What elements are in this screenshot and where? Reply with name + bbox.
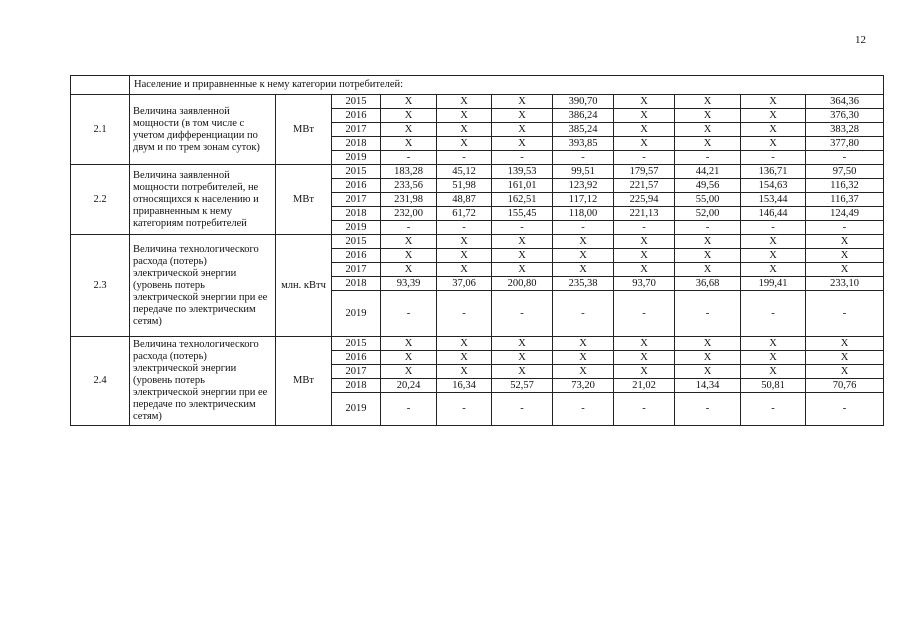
year-cell: 2015	[332, 235, 381, 249]
value-cell: 123,92	[553, 179, 614, 193]
value-cell: X	[492, 365, 553, 379]
value-cell: 44,21	[675, 165, 741, 179]
value-cell: X	[437, 123, 492, 137]
year-cell: 2018	[332, 379, 381, 393]
value-cell: -	[614, 151, 675, 165]
value-cell: -	[437, 221, 492, 235]
value-cell: -	[553, 221, 614, 235]
value-cell: -	[492, 221, 553, 235]
year-cell: 2019	[332, 151, 381, 165]
value-cell: 116,32	[806, 179, 884, 193]
value-cell: 52,57	[492, 379, 553, 393]
value-cell: -	[806, 291, 884, 337]
value-cell: 16,34	[437, 379, 492, 393]
value-cell: 161,01	[492, 179, 553, 193]
value-cell: 364,36	[806, 95, 884, 109]
data-table	[70, 75, 884, 426]
value-cell: 50,81	[741, 379, 806, 393]
value-cell: X	[553, 249, 614, 263]
value-cell: 233,56	[381, 179, 437, 193]
year-cell: 2017	[332, 193, 381, 207]
value-cell: X	[675, 337, 741, 351]
value-cell: X	[675, 249, 741, 263]
year-cell: 2017	[332, 123, 381, 137]
value-cell: X	[437, 263, 492, 277]
value-cell: X	[553, 337, 614, 351]
value-cell: X	[381, 123, 437, 137]
value-cell: -	[614, 221, 675, 235]
value-cell: X	[614, 235, 675, 249]
value-cell: X	[614, 123, 675, 137]
value-cell: 225,94	[614, 193, 675, 207]
year-cell: 2018	[332, 137, 381, 151]
value-cell: X	[381, 351, 437, 365]
year-cell: 2016	[332, 109, 381, 123]
section-header: Население и приравненные к нему категории потребителей:	[130, 76, 884, 95]
header-blank-cell	[71, 76, 130, 95]
row-number: 2.2	[71, 165, 130, 235]
value-cell: X	[492, 137, 553, 151]
value-cell: X	[741, 109, 806, 123]
value-cell: X	[741, 137, 806, 151]
value-cell: 21,02	[614, 379, 675, 393]
value-cell: 73,20	[553, 379, 614, 393]
value-cell: X	[614, 351, 675, 365]
value-cell: 48,87	[437, 193, 492, 207]
value-cell: X	[741, 351, 806, 365]
value-cell: -	[381, 221, 437, 235]
value-cell: X	[741, 123, 806, 137]
value-cell: X	[437, 337, 492, 351]
value-cell: X	[675, 235, 741, 249]
value-cell: X	[381, 235, 437, 249]
value-cell: -	[553, 291, 614, 337]
value-cell: 36,68	[675, 277, 741, 291]
value-cell: X	[614, 263, 675, 277]
year-cell: 2017	[332, 365, 381, 379]
value-cell: X	[675, 263, 741, 277]
value-cell: X	[806, 351, 884, 365]
year-cell: 2015	[332, 165, 381, 179]
value-cell: X	[806, 337, 884, 351]
value-cell: -	[437, 291, 492, 337]
row-number: 2.1	[71, 95, 130, 165]
value-cell: 376,30	[806, 109, 884, 123]
value-cell: -	[741, 151, 806, 165]
value-cell: X	[437, 365, 492, 379]
value-cell: X	[553, 351, 614, 365]
value-cell: X	[741, 249, 806, 263]
year-cell: 2019	[332, 291, 381, 337]
value-cell: 136,71	[741, 165, 806, 179]
value-cell: -	[806, 151, 884, 165]
value-cell: X	[553, 235, 614, 249]
value-cell: 139,53	[492, 165, 553, 179]
value-cell: -	[381, 393, 437, 426]
value-cell: 235,38	[553, 277, 614, 291]
value-cell: 117,12	[553, 193, 614, 207]
value-cell: 377,80	[806, 137, 884, 151]
year-cell: 2016	[332, 179, 381, 193]
value-cell: 51,98	[437, 179, 492, 193]
value-cell: 14,34	[675, 379, 741, 393]
value-cell: X	[614, 249, 675, 263]
value-cell: X	[614, 95, 675, 109]
value-cell: 93,70	[614, 277, 675, 291]
year-cell: 2016	[332, 351, 381, 365]
value-cell: 45,12	[437, 165, 492, 179]
year-cell: 2018	[332, 277, 381, 291]
value-cell: 118,00	[553, 207, 614, 221]
value-cell: X	[741, 235, 806, 249]
value-cell: 199,41	[741, 277, 806, 291]
value-cell: 385,24	[553, 123, 614, 137]
value-cell: 154,63	[741, 179, 806, 193]
value-cell: X	[741, 95, 806, 109]
value-cell: -	[675, 221, 741, 235]
value-cell: X	[806, 365, 884, 379]
value-cell: 183,28	[381, 165, 437, 179]
value-cell: 383,28	[806, 123, 884, 137]
value-cell: X	[492, 235, 553, 249]
row-number: 2.3	[71, 235, 130, 337]
value-cell: 55,00	[675, 193, 741, 207]
value-cell: -	[675, 291, 741, 337]
value-cell: X	[437, 249, 492, 263]
value-cell: 124,49	[806, 207, 884, 221]
value-cell: X	[614, 337, 675, 351]
value-cell: X	[806, 263, 884, 277]
value-cell: -	[741, 393, 806, 426]
value-cell: -	[741, 291, 806, 337]
value-cell: 221,57	[614, 179, 675, 193]
year-cell: 2017	[332, 263, 381, 277]
table-row	[71, 337, 884, 351]
value-cell: X	[675, 95, 741, 109]
row-unit: МВт	[276, 95, 332, 165]
value-cell: 52,00	[675, 207, 741, 221]
value-cell: 49,56	[675, 179, 741, 193]
value-cell: -	[381, 291, 437, 337]
table-row	[71, 165, 884, 179]
value-cell: -	[806, 221, 884, 235]
value-cell: X	[675, 109, 741, 123]
value-cell: 146,44	[741, 207, 806, 221]
value-cell: 155,45	[492, 207, 553, 221]
value-cell: X	[492, 351, 553, 365]
value-cell: X	[553, 365, 614, 379]
value-cell: X	[614, 365, 675, 379]
value-cell: X	[741, 263, 806, 277]
value-cell: 153,44	[741, 193, 806, 207]
value-cell: 231,98	[381, 193, 437, 207]
value-cell: 162,51	[492, 193, 553, 207]
value-cell: -	[741, 221, 806, 235]
value-cell: X	[437, 137, 492, 151]
value-cell: X	[675, 351, 741, 365]
value-cell: X	[806, 249, 884, 263]
value-cell: X	[614, 109, 675, 123]
row-number: 2.4	[71, 337, 130, 426]
row-description: Величина заявленной мощности потребителей, не относящихся к населению и приравненным к нему категориям потребителей	[130, 165, 276, 235]
value-cell: 232,00	[381, 207, 437, 221]
row-unit: МВт	[276, 165, 332, 235]
row-description: Величина технологического расхода (потерь) электрической энергии (уровень потерь электрической энергии при ее передаче по электрическим сетям)	[130, 235, 276, 337]
value-cell: -	[381, 151, 437, 165]
value-cell: 386,24	[553, 109, 614, 123]
year-cell: 2018	[332, 207, 381, 221]
value-cell: X	[381, 109, 437, 123]
row-unit: млн. кВтч	[276, 235, 332, 337]
year-cell: 2019	[332, 221, 381, 235]
value-cell: X	[553, 263, 614, 277]
value-cell: -	[675, 151, 741, 165]
value-cell: X	[437, 351, 492, 365]
year-cell: 2016	[332, 249, 381, 263]
value-cell: 233,10	[806, 277, 884, 291]
value-cell: X	[806, 235, 884, 249]
value-cell: X	[675, 137, 741, 151]
section-header-row	[71, 76, 884, 95]
row-description: Величина технологического расхода (потерь) электрической энергии (уровень потерь электрической энергии при ее передаче по электрическим сетям)	[130, 337, 276, 426]
value-cell: X	[381, 137, 437, 151]
value-cell: X	[381, 337, 437, 351]
value-cell: -	[492, 291, 553, 337]
value-cell: -	[437, 151, 492, 165]
value-cell: 390,70	[553, 95, 614, 109]
value-cell: -	[806, 393, 884, 426]
value-cell: -	[437, 393, 492, 426]
value-cell: X	[437, 95, 492, 109]
value-cell: -	[492, 151, 553, 165]
value-cell: 393,85	[553, 137, 614, 151]
value-cell: X	[614, 137, 675, 151]
value-cell: X	[381, 249, 437, 263]
value-cell: -	[553, 151, 614, 165]
value-cell: X	[381, 263, 437, 277]
value-cell: -	[614, 393, 675, 426]
value-cell: -	[553, 393, 614, 426]
page-number: 12	[855, 34, 866, 46]
value-cell: 70,76	[806, 379, 884, 393]
value-cell: 99,51	[553, 165, 614, 179]
value-cell: 221,13	[614, 207, 675, 221]
value-cell: X	[381, 95, 437, 109]
value-cell: X	[492, 249, 553, 263]
table-row	[71, 235, 884, 249]
table-row	[71, 95, 884, 109]
year-cell: 2015	[332, 95, 381, 109]
value-cell: X	[492, 95, 553, 109]
value-cell: X	[741, 365, 806, 379]
value-cell: -	[614, 291, 675, 337]
value-cell: 37,06	[437, 277, 492, 291]
value-cell: -	[492, 393, 553, 426]
value-cell: X	[437, 109, 492, 123]
value-cell: X	[492, 109, 553, 123]
value-cell: 61,72	[437, 207, 492, 221]
row-description: Величина заявленной мощности (в том числе с учетом дифференциации по двум и по трем зонам суток)	[130, 95, 276, 165]
value-cell: 97,50	[806, 165, 884, 179]
value-cell: X	[675, 123, 741, 137]
value-cell: X	[675, 365, 741, 379]
value-cell: X	[492, 123, 553, 137]
value-cell: 93,39	[381, 277, 437, 291]
value-cell: 116,37	[806, 193, 884, 207]
value-cell: X	[381, 365, 437, 379]
value-cell: 20,24	[381, 379, 437, 393]
value-cell: 179,57	[614, 165, 675, 179]
value-cell: 200,80	[492, 277, 553, 291]
value-cell: X	[492, 263, 553, 277]
value-cell: -	[675, 393, 741, 426]
value-cell: X	[741, 337, 806, 351]
value-cell: X	[437, 235, 492, 249]
value-cell: X	[492, 337, 553, 351]
year-cell: 2019	[332, 393, 381, 426]
year-cell: 2015	[332, 337, 381, 351]
row-unit: МВт	[276, 337, 332, 426]
